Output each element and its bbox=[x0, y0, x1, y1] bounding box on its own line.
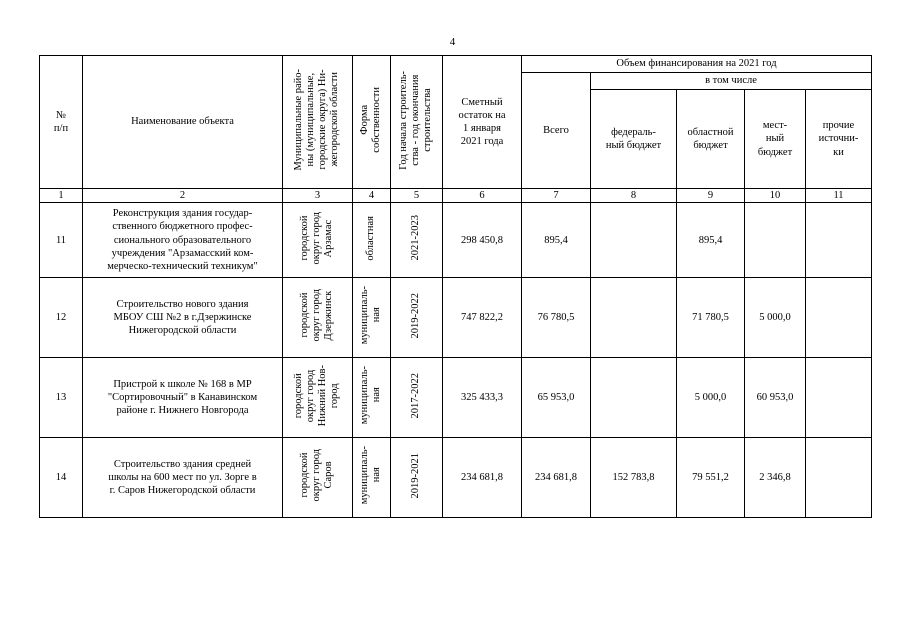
years-cell: 2019-2021 bbox=[391, 438, 443, 518]
header-other-sources: прочие источни- ки bbox=[806, 90, 872, 189]
other-cell bbox=[806, 358, 872, 438]
years-cell: 2017-2022 bbox=[391, 358, 443, 438]
column-number: 2 bbox=[83, 189, 283, 203]
table-row bbox=[40, 203, 872, 278]
row-number: 11 bbox=[40, 203, 83, 278]
header-object-name: Наименование объекта bbox=[83, 56, 283, 189]
row-number: 12 bbox=[40, 278, 83, 358]
federal-cell bbox=[591, 278, 677, 358]
header-construction-years: Год начала строитель- ства - год окончания строительства bbox=[391, 56, 443, 189]
table-row bbox=[40, 358, 872, 438]
local-cell: 5 000,0 bbox=[745, 278, 806, 358]
federal-cell bbox=[591, 203, 677, 278]
header-estimate-balance: Сметный остаток на 1 января 2021 года bbox=[443, 56, 522, 189]
column-number: 10 bbox=[745, 189, 806, 203]
column-number: 9 bbox=[677, 189, 745, 203]
estimate-cell: 747 822,2 bbox=[443, 278, 522, 358]
district-cell: городской округ город Нижний Нов- город bbox=[283, 358, 353, 438]
header-local-budget: мест- ный бюджет bbox=[745, 90, 806, 189]
district-cell: городской округ город Дзержинск bbox=[283, 278, 353, 358]
local-cell bbox=[745, 203, 806, 278]
table-row bbox=[40, 438, 872, 518]
header-total: Всего bbox=[522, 73, 591, 189]
page-number: 4 bbox=[449, 36, 456, 48]
header-including: в том числе bbox=[591, 73, 872, 90]
column-number: 7 bbox=[522, 189, 591, 203]
estimate-cell: 325 433,3 bbox=[443, 358, 522, 438]
ownership-cell: муниципаль- ная bbox=[353, 358, 391, 438]
object-name: Строительство здания средней школы на 600 мест по ул. Зорге в г. Саров Нижегородской области bbox=[83, 438, 283, 518]
header-funding-group: Объем финансирования на 2021 год bbox=[522, 56, 872, 73]
other-cell bbox=[806, 438, 872, 518]
total-cell: 895,4 bbox=[522, 203, 591, 278]
header-federal-budget: федераль- ный бюджет bbox=[591, 90, 677, 189]
header-row-number: № п/п bbox=[40, 56, 83, 189]
column-number: 1 bbox=[40, 189, 83, 203]
estimate-cell: 298 450,8 bbox=[443, 203, 522, 278]
column-number: 8 bbox=[591, 189, 677, 203]
federal-cell bbox=[591, 358, 677, 438]
other-cell bbox=[806, 278, 872, 358]
column-number: 3 bbox=[283, 189, 353, 203]
ownership-cell: муниципаль- ная bbox=[353, 438, 391, 518]
row-number: 14 bbox=[40, 438, 83, 518]
row-number: 13 bbox=[40, 358, 83, 438]
object-name: Пристрой к школе № 168 в МР "Сортировочный" в Канавинском районе г. Нижнего Новгорода bbox=[83, 358, 283, 438]
column-number: 4 bbox=[353, 189, 391, 203]
construction-funding-table bbox=[39, 55, 872, 518]
table-row bbox=[40, 278, 872, 358]
regional-cell: 71 780,5 bbox=[677, 278, 745, 358]
column-number: 6 bbox=[443, 189, 522, 203]
total-cell: 76 780,5 bbox=[522, 278, 591, 358]
district-cell: городской округ город Саров bbox=[283, 438, 353, 518]
federal-cell: 152 783,8 bbox=[591, 438, 677, 518]
column-number: 5 bbox=[391, 189, 443, 203]
column-number: 11 bbox=[806, 189, 872, 203]
ownership-cell: муниципаль- ная bbox=[353, 278, 391, 358]
other-cell bbox=[806, 203, 872, 278]
ownership-cell: областная bbox=[353, 203, 391, 278]
total-cell: 65 953,0 bbox=[522, 358, 591, 438]
header-regional-budget: областной бюджет bbox=[677, 90, 745, 189]
years-cell: 2021-2023 bbox=[391, 203, 443, 278]
years-cell: 2019-2022 bbox=[391, 278, 443, 358]
district-cell: городской округ город Арзамас bbox=[283, 203, 353, 278]
header-ownership: Форма собственности bbox=[353, 56, 391, 189]
regional-cell: 5 000,0 bbox=[677, 358, 745, 438]
estimate-cell: 234 681,8 bbox=[443, 438, 522, 518]
object-name: Реконструкция здания государ- ственного бюджетного профес- сионального образовательного учреждения "Арзамасский ком- мерческо-технический техникум" bbox=[83, 203, 283, 278]
total-cell: 234 681,8 bbox=[522, 438, 591, 518]
local-cell: 2 346,8 bbox=[745, 438, 806, 518]
object-name: Строительство нового здания МБОУ СШ №2 в г.Дзержинске Нижегородской области bbox=[83, 278, 283, 358]
regional-cell: 895,4 bbox=[677, 203, 745, 278]
local-cell: 60 953,0 bbox=[745, 358, 806, 438]
regional-cell: 79 551,2 bbox=[677, 438, 745, 518]
header-district: Муниципальные райо- ны (муниципальные, городские округа) Ни- жегородской области bbox=[283, 56, 353, 189]
column-number-row bbox=[40, 189, 872, 203]
